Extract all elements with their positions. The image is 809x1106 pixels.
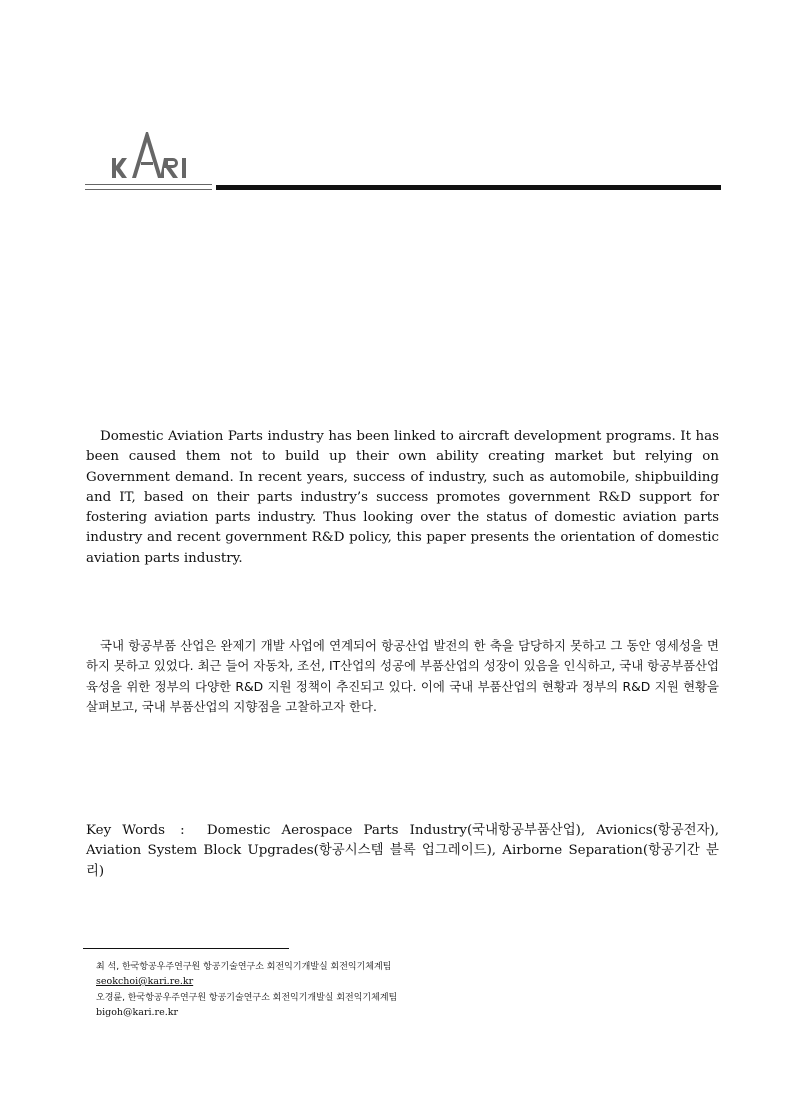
header-rule-thick xyxy=(216,185,721,190)
footnote-affiliation-2: 오경륜, 한국항공우주연구원 항공기술연구소 회전익기개발실 회전익기체계팀 xyxy=(96,993,398,1003)
footnote-affiliation-1: 최 석, 한국항공우주연구원 항공기술연구소 회전익기개발실 회전익기체계팀 xyxy=(96,962,392,972)
footnote-email-2: bigoh@kari.re.kr xyxy=(96,1007,179,1018)
footnote-email-1[interactable]: seokchoi@kari.re.kr xyxy=(96,976,194,987)
keywords-separator: : xyxy=(180,823,185,838)
footnote-rule xyxy=(83,948,289,949)
header-rule-thin-bottom xyxy=(85,189,212,190)
kari-logo-mark xyxy=(112,126,192,182)
keywords xyxy=(86,821,719,882)
keywords-label: Key Words xyxy=(86,823,166,838)
keywords-text: Domestic Aerospace Parts Industry(국내항공부품산업), Avionics(항공전자), Aviation System Block Upgrades(항공시스템 블록 업그레이드), Airborne Separation(항공기간 분리) xyxy=(86,823,720,879)
header-rule-thin-top xyxy=(85,184,212,185)
kari-logo xyxy=(112,126,192,182)
abstract-korean: 국내 항공부품 산업은 완제기 개발 사업에 연계되어 항공산업 발전의 한 축을 담당하지 못하고 그 동안 영세성을 면하지 못하고 있었다. 최근 들어 자동차, 조선, IT산업의 성공에 부품산업의 성장이 있음을 인식하고, 국내 항공부품산업 육성을 위한 정부의 다양한 R&D 지원 정책이 추진되고 있다. 이에 국내 부품산업의 현황과 정부의 R&D 지원 현황을 살펴보고, 국내 부품산업의 지향점을 고찰하고자 한다. xyxy=(86,638,719,714)
abstract-english: Domestic Aviation Parts industry has been linked to aircraft development programs. It has been caused them not to build up their own ability creating market but relying on Government demand. In recent years, success of industry, such as automobile, shipbuilding and IT, based on their parts industry’s success promotes government R&D support for fostering aviation parts industry. Thus looking over the status of domestic aviation parts industry and recent government R&D policy, this paper presents the orientation of domestic aviation parts industry. xyxy=(86,429,719,566)
